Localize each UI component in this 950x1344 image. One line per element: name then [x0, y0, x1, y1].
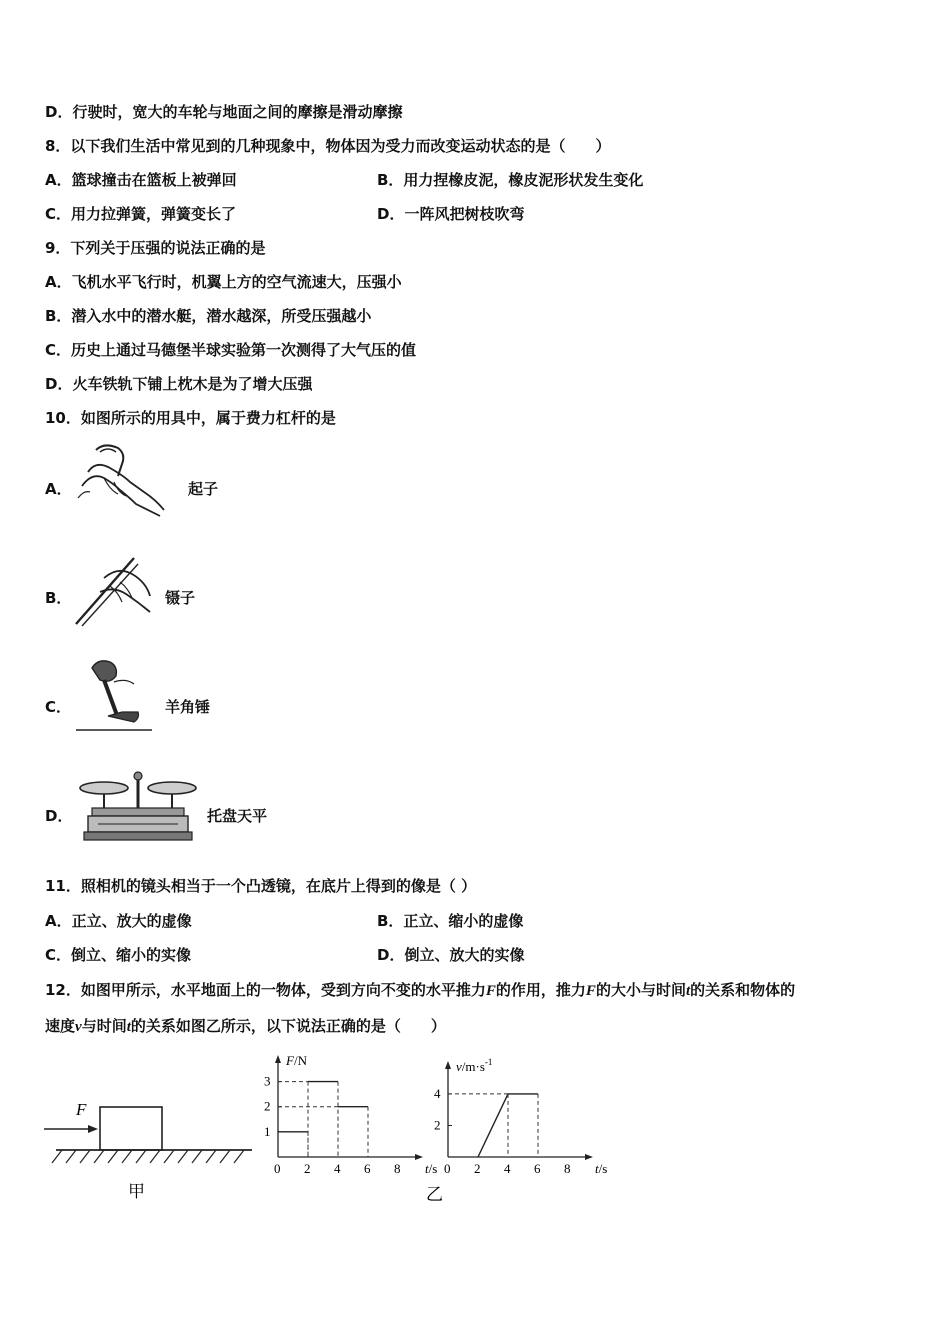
y-axis-arrow: [275, 1055, 281, 1063]
figure-jia-label: 甲: [128, 1182, 145, 1201]
x-axis-arrow: [585, 1154, 593, 1160]
q10-option-d-label: D．: [45, 807, 73, 825]
x-tick-label: 4: [334, 1161, 341, 1176]
x-tick-label: 2: [304, 1161, 311, 1176]
q10-option-d-text: 托盘天平: [207, 807, 268, 825]
block: [100, 1107, 162, 1150]
figure-yi-label: 乙: [426, 1185, 443, 1204]
q11-option-b: B．正立、缩小的虚像: [377, 912, 524, 930]
q8-option-b: B．用力捏橡皮泥，橡皮泥形状发生变化: [377, 171, 644, 189]
q7-option-d: D．行驶时，宽大的车轮与地面之间的摩擦是滑动摩擦: [45, 103, 403, 121]
y-axis-arrow: [445, 1061, 451, 1069]
q12-stem-1a: 12．如图甲所示，水平地面上的一物体，受到方向不变的水平推力: [45, 981, 486, 999]
x-tick-label: 6: [364, 1161, 371, 1176]
q10-option-b-text: 镊子: [165, 589, 196, 607]
tweezers-figure: [70, 552, 160, 634]
y-axis-label: F/N: [286, 1053, 307, 1068]
q12-stem-1b: 的作用，推力: [495, 981, 586, 999]
y-tick-label: 4: [434, 1085, 441, 1101]
q12-stem-line2: [45, 1016, 446, 1037]
y-tick-label: 2: [434, 1117, 441, 1133]
q10-stem: 10．如图所示的用具中，属于费力杠杆的是: [45, 409, 336, 427]
bottle-opener-figure: [74, 442, 174, 524]
q8-option-a: A．篮球撞击在篮板上被弹回: [45, 171, 237, 189]
x-axis-label: t/s: [595, 1161, 608, 1176]
x-axis-label: t/s: [425, 1161, 438, 1176]
q12-var-t-2: t: [126, 1019, 131, 1035]
tray-balance-figure: [76, 768, 200, 850]
force-arrowhead: [88, 1125, 98, 1133]
q12-stem-1d: 的关系和物体的: [690, 981, 796, 999]
q12-var-v: v: [75, 1019, 82, 1035]
x-tick-label: 0: [274, 1161, 281, 1176]
q12-stem-2b: 与时间: [81, 1017, 127, 1035]
q8-stem: 8．以下我们生活中常见到的几种现象中，物体因为受力而改变运动状态的是（ ）: [45, 137, 611, 155]
x-tick-label: 0: [444, 1161, 451, 1176]
q10-option-b-label: B．: [45, 589, 72, 607]
q12-var-F: F: [485, 983, 496, 999]
q9-option-c: C．历史上通过马德堡半球实验第一次测得了大气压的值: [45, 341, 417, 359]
q9-stem: 9．下列关于压强的说法正确的是: [45, 239, 266, 257]
q12-stem-1c: 的大小与时间: [595, 981, 686, 999]
figure-jia: [40, 1095, 270, 1209]
q11-option-a: A．正立、放大的虚像: [45, 912, 192, 930]
q10-option-c-label: C．: [45, 698, 72, 716]
force-label: F: [76, 1100, 87, 1119]
q9-option-a: A．飞机水平飞行时，机翼上方的空气流速大，压强小: [45, 273, 402, 291]
q12-var-F-2: F: [585, 983, 596, 999]
q10-option-a-label: A．: [45, 480, 72, 498]
x-tick-label: 8: [394, 1161, 401, 1176]
q12-stem-2c: 的关系如图乙所示，以下说法正确的是（ ）: [130, 1017, 446, 1035]
x-tick-label: 4: [504, 1161, 511, 1176]
y-tick-label: 1: [264, 1123, 271, 1139]
force-time-chart: [250, 1045, 440, 1189]
x-tick-label: 8: [564, 1161, 571, 1176]
claw-hammer-figure: [74, 656, 156, 740]
q10-option-a-text: 起子: [188, 480, 219, 498]
q11-option-d: D．倒立、放大的实像: [377, 946, 525, 964]
q9-option-b: B．潜入水中的潜水艇，潜水越深，所受压强越小: [45, 307, 372, 325]
q8-option-c: C．用力拉弹簧，弹簧变长了: [45, 205, 237, 223]
y-tick-label: 3: [264, 1073, 271, 1089]
q12-stem-2a: 速度: [45, 1017, 76, 1035]
velocity-time-chart: [420, 1045, 620, 1209]
y-tick-label: 2: [264, 1098, 271, 1114]
q12-stem-line1: [45, 980, 795, 1001]
x-tick-label: 6: [534, 1161, 541, 1176]
q10-option-c-text: 羊角锤: [165, 698, 211, 716]
q11-stem: 11．照相机的镜头相当于一个凸透镜，在底片上得到的像是（ ）: [45, 877, 477, 895]
q11-option-c: C．倒立、缩小的实像: [45, 946, 192, 964]
x-tick-label: 2: [474, 1161, 481, 1176]
ground-hatching: [52, 1150, 244, 1163]
q9-option-d: D．火车铁轨下铺上枕木是为了增大压强: [45, 375, 313, 393]
q12-var-t: t: [685, 983, 691, 999]
q8-option-d: D．一阵风把树枝吹弯: [377, 205, 525, 223]
y-axis-label: $v/m\cdot s^{-1}$: [456, 1057, 493, 1074]
